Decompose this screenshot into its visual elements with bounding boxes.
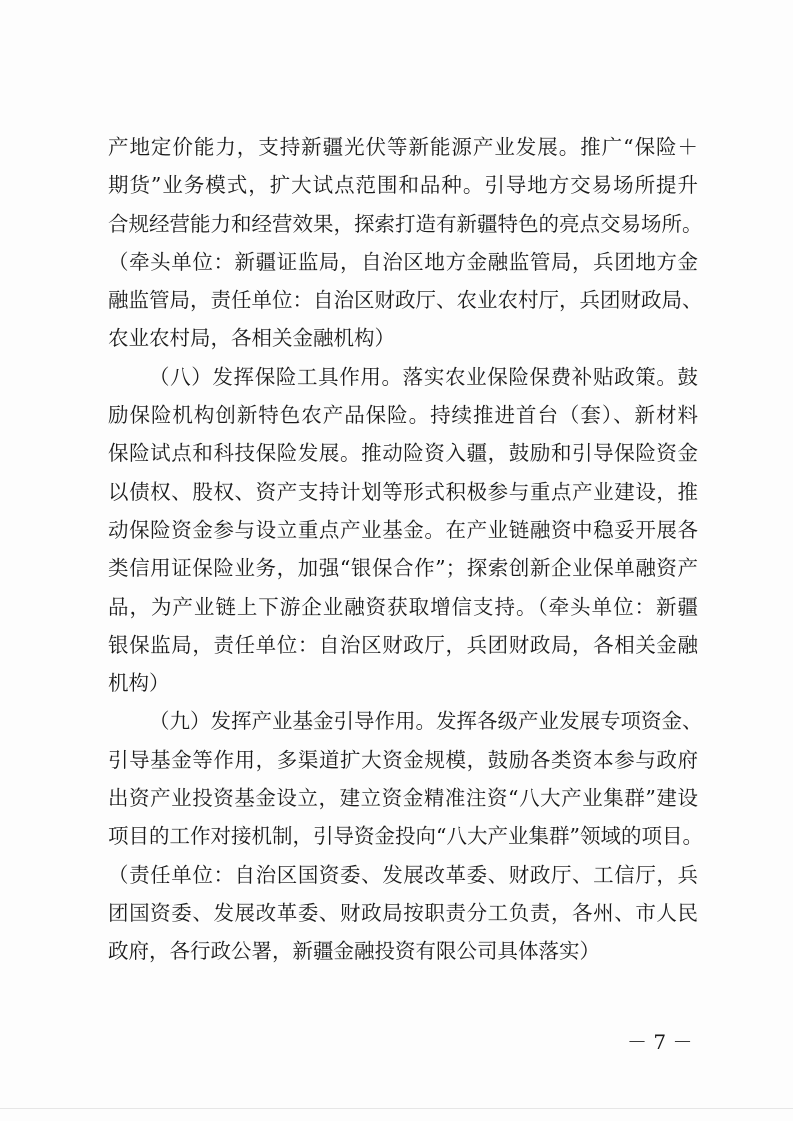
paragraph-heading-8: （八）发挥保险工具作用。落实农业保险保费补贴政策。鼓 — [149, 364, 698, 389]
text-line: 项目的工作对接机制，引导资金投向“八大产业集群”领域的项目。 — [108, 824, 703, 849]
text-line: 励保险机构创新特色农产品保险。持续推进首台（套）、新材料 — [108, 403, 698, 428]
text-line: 融监管局，责任单位：自治区财政厅、农业农村厅，兵团财政局、 — [108, 288, 703, 313]
body-text — [108, 128, 703, 971]
text-line: 品，为产业链上下游企业融资获取增信支持。（牵头单位：新疆 — [108, 594, 698, 619]
text-line: 产地定价能力，支持新疆光伏等新能源产业发展。推广“保险＋ — [108, 135, 698, 159]
text-line: 团国资委、发展改革委、财政局按职责分工负责，各州、市人民 — [108, 900, 698, 925]
text-line: 出资产业投资基金设立，建立资金精准注资“八大产业集群”建设 — [108, 786, 698, 811]
text-line: （责任单位：自治区国资委、发展改革委、财政厅、工信厅，兵 — [108, 862, 698, 887]
text-line: 以债权、股权、资产支持计划等形式积极参与重点产业建设，推 — [108, 479, 698, 504]
text-line: 银保监局，责任单位：自治区财政厅，兵团财政局，各相关金融 — [108, 632, 698, 657]
page-number: － 7 － — [627, 1030, 693, 1054]
text-line: 政府，各行政公署，新疆金融投资有限公司具体落实） — [108, 939, 600, 964]
text-line: 类信用证保险业务，加强“银保合作”；探索创新企业保单融资产 — [108, 556, 698, 581]
text-line: 农业农村局，各相关金融机构） — [108, 326, 395, 351]
text-line: 动保险资金参与设立重点产业基金。在产业链融资中稳妥开展各 — [108, 517, 698, 542]
text-line: 保险试点和科技保险发展。推动险资入疆，鼓励和引导保险资金 — [108, 441, 698, 466]
page-edge-divider — [0, 1108, 793, 1109]
text-line: 期货”业务模式，扩大试点范围和品种。引导地方交易场所提升 — [108, 173, 698, 198]
paragraph-heading-9: （九）发挥产业基金引导作用。发挥各级产业发展专项资金、 — [149, 709, 703, 734]
text-line: 机构） — [108, 671, 170, 696]
text-line: 引导基金等作用，多渠道扩大资金规模，鼓励各类资本参与政府 — [108, 747, 698, 772]
text-line: （牵头单位：新疆证监局，自治区地方金融监管局，兵团地方金 — [108, 249, 698, 274]
text-line: 合规经营能力和经营效果，探索打造有新疆特色的亮点交易场所。 — [108, 211, 703, 236]
